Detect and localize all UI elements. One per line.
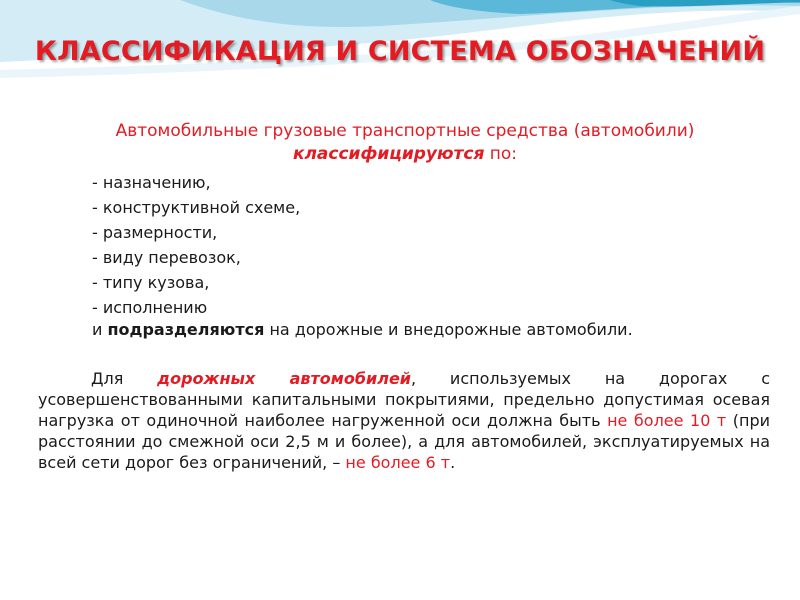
intro-line-2 — [60, 143, 750, 166]
summary-line — [92, 318, 633, 342]
para-part-2: , используемых на дорогах с усовершенствованными капитальными покрытиями, предельно допустимая осевая нагрузка от одиночной наиболее нагруженной оси должна быть — [38, 369, 771, 430]
axle-limit-10t: не более 10 т — [607, 411, 727, 430]
intro-tail: по: — [484, 144, 518, 164]
summary-bold: подразделяются — [107, 320, 265, 339]
para-part-3: (при расстоянии до смежной оси 2,5 м и более), а для автомобилей, эксплуатируемых на всей сети дорог без ограничений, – — [38, 411, 771, 472]
intro-emphasis: классифицируются — [292, 144, 485, 164]
list-item: - конструктивной схеме, — [92, 198, 301, 217]
intro-line: Автомобильные грузовые транспортные средства (автомобили) — [115, 121, 695, 141]
axle-limit-6t: не более 6 т — [345, 453, 451, 472]
page-title: КЛАССИФИКАЦИЯ И СИСТЕМА ОБОЗНАЧЕНИЙ — [34, 36, 766, 67]
para-part-1: Для — [91, 369, 158, 388]
list-item: - виду перевозок, — [92, 248, 241, 267]
para-part-4: . — [450, 453, 456, 472]
list-item: - размерности, — [92, 223, 218, 242]
body-paragraph — [38, 368, 770, 473]
list-item: - типу кузова, — [92, 273, 210, 292]
summary-prefix: и — [92, 320, 108, 339]
intro-text — [60, 120, 750, 166]
para-emphasis: дорожных автомобилей — [157, 369, 412, 388]
classification-list — [92, 170, 300, 320]
list-item: - назначению, — [92, 173, 211, 192]
summary-rest: на дорожные и внедорожные автомобили. — [264, 320, 633, 339]
list-item: - исполнению — [92, 298, 208, 317]
